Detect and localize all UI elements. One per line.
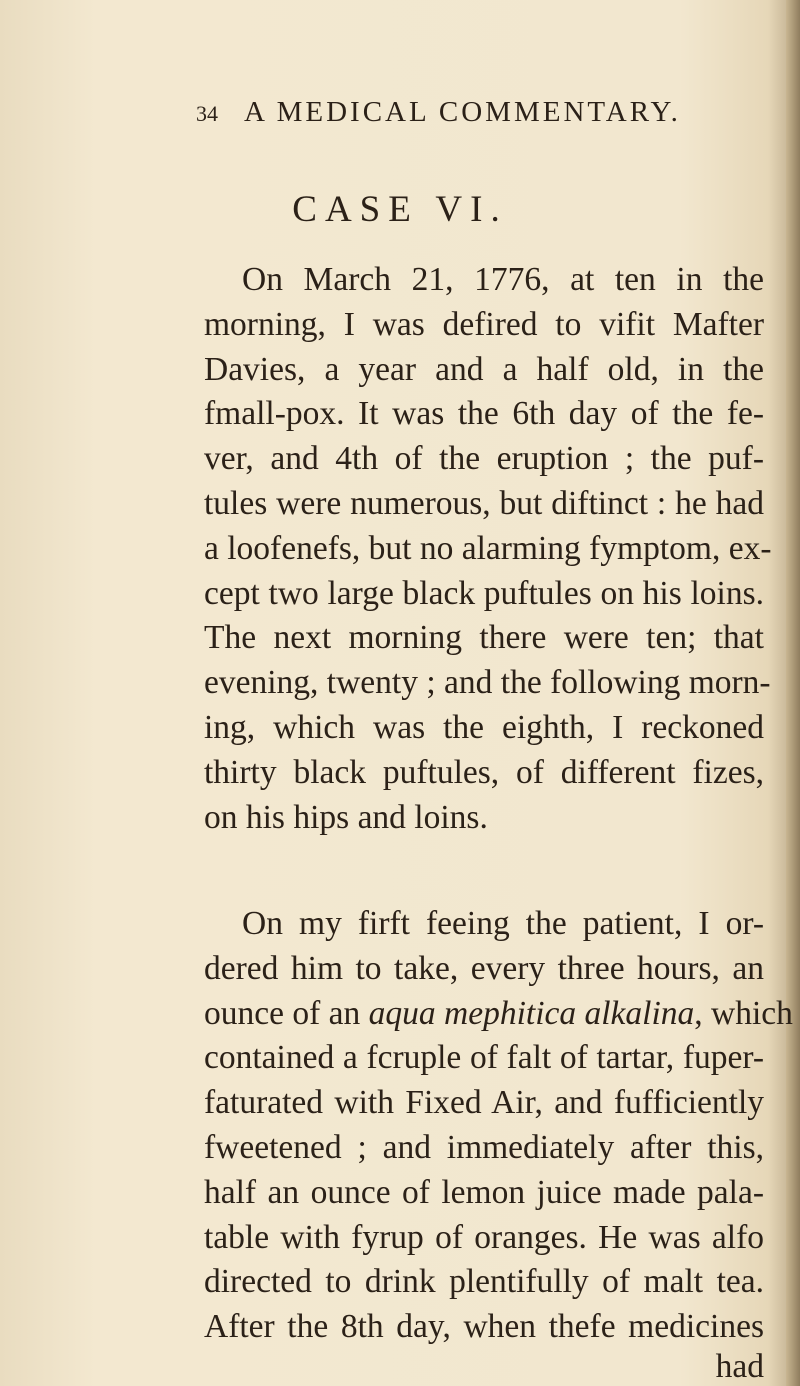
text-line: a loofenefs, but no alarming fymptom, ex- (204, 529, 772, 567)
text-line: evening, twenty ; and the following morn- (204, 664, 771, 702)
page-number: 34 (196, 101, 218, 126)
text-line: After the 8th day, when thefe medicines (204, 1308, 764, 1346)
running-header (196, 96, 681, 129)
text-line: cept two large black puftules on his loins. (204, 574, 764, 612)
text-line: fmall-pox. It was the 6th day of the fe- (204, 395, 764, 433)
text-line: on his hips and loins. (204, 798, 488, 836)
text-line: ing, which was the eighth, I reckoned (204, 708, 764, 746)
text-line: On my firft feeing the patient, I or- (242, 905, 764, 942)
text-line: thirty black puftules, of different fizes, (204, 753, 764, 791)
paragraph-1 (204, 258, 772, 840)
text-line: tules were numerous, but diftinct : he had (204, 484, 764, 522)
case-title: CASE VI. (292, 189, 508, 230)
text-span: ounce of an (204, 994, 361, 1032)
text-line: On March 21, 1776, at ten in the (242, 261, 764, 298)
text-span: , which (694, 994, 793, 1032)
text-line: faturated with Fixed Air, and fufficiently (204, 1084, 764, 1122)
text-line (204, 992, 793, 1037)
text-line: The next morning there were ten; that (204, 619, 764, 657)
text-line: morning, I was defired to vifit Mafter (204, 305, 764, 343)
italic-term: aqua mephitica alkalina (368, 994, 695, 1032)
text-line: dered him to take, every three hours, an (204, 949, 764, 987)
text-line: half an ounce of lemon juice made pala- (204, 1173, 764, 1211)
text-line: fweetened ; and immediately after this, (204, 1128, 764, 1166)
paragraph-2 (204, 902, 793, 1385)
text-line: directed to drink plentifully of malt tea. (204, 1263, 764, 1301)
text-line: ver, and 4th of the eruption ; the puf- (204, 440, 764, 478)
running-title: A MEDICAL COMMENTARY. (244, 96, 681, 128)
text-line: Davies, a year and a half old, in the (204, 350, 764, 388)
catchword: had (715, 1347, 764, 1385)
text-line: contained a fcruple of falt of tartar, fuper- (204, 1039, 764, 1077)
text-line: table with fyrup of oranges. He was alfo (204, 1218, 764, 1256)
